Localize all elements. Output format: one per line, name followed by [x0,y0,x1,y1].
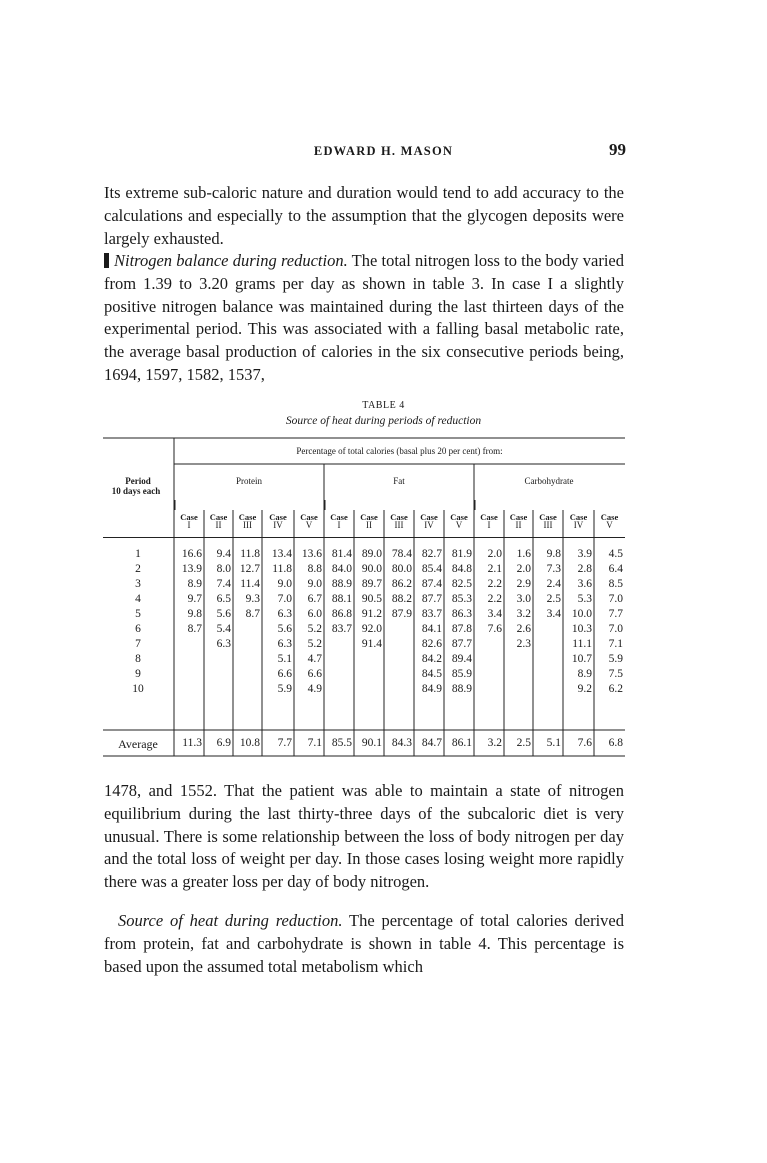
table-cell: 8.5 [608,578,623,590]
table-cell: 6.5 [216,593,231,605]
period-label: 10 [132,683,144,695]
group-header-carbohydrate: Carbohydrate [524,476,574,486]
table-cell: 10.7 [571,653,592,665]
table-cell: 6.3 [277,638,292,650]
table-cell: 2.8 [577,563,592,575]
table-cell: 9.8 [546,548,561,560]
table-cell: 81.9 [451,548,472,560]
table-cell: 3.2 [516,608,531,620]
table-cell: 13.6 [301,548,322,560]
table-cell: 87.8 [451,623,472,635]
table-cell: 85.4 [421,563,442,575]
case-header: Case [238,512,257,522]
case-header: Case [450,512,468,522]
table-cell: 5.3 [577,593,592,605]
table-cell: 82.5 [451,578,472,590]
table-cell: 9.3 [245,593,260,605]
table-cell: 4.5 [608,548,623,560]
table-cell: 83.7 [331,623,352,635]
table-cell: 2.9 [516,578,531,590]
table-cell: 5.2 [307,638,322,650]
case-numeral: IV [424,520,434,530]
table-cell: 84.1 [421,623,442,635]
paragraph-4 [104,910,624,978]
table-cell: 8.7 [245,608,260,620]
table-cell: 9.7 [187,593,202,605]
table-cell: 1.6 [516,548,531,560]
table-cell: 9.4 [216,548,231,560]
table-cell: 89.7 [361,578,382,590]
case-header: Case [360,512,378,522]
table-cell: 7.5 [608,668,623,680]
table-cell: 88.9 [451,683,472,695]
table-cell: 88.9 [331,578,352,590]
table-cell: 3.6 [577,578,592,590]
average-cell: 7.6 [577,737,592,749]
average-cell: 11.3 [182,737,202,749]
case-header: Case [330,512,348,522]
table-cell: 16.6 [181,548,202,560]
table-cell: 10.0 [571,608,592,620]
table-cell: 85.3 [451,593,472,605]
case-numeral: III [394,520,404,530]
table-cell: 10.3 [571,623,592,635]
table-cell: 88.1 [331,593,352,605]
table-cell: 89.0 [361,548,382,560]
period-label: 4 [135,593,141,605]
case-numeral: II [366,520,372,530]
paragraph-1: Its extreme sub-caloric nature and duration would tend to add accuracy to the calculations and especially to the assumption that the glycogen deposits were largely exhausted. [104,183,624,248]
section-heading-source-of-heat: Source of heat during reduction. [118,911,343,930]
page-number: 99 [609,140,626,159]
table-cell: 78.4 [391,548,412,560]
group-header-fat: Fat [393,476,405,486]
table-cell: 7.1 [608,638,623,650]
case-header: Case [390,512,408,522]
table-cell: 2.2 [487,593,502,605]
table-cell: 84.5 [421,668,442,680]
period-label: 7 [135,638,141,650]
table-cell: 7.0 [608,593,623,605]
case-numeral: V [606,520,613,530]
table-cell: 7.4 [216,578,231,590]
table-cell: 6.3 [277,608,292,620]
case-header: Case [569,512,588,522]
case-numeral: I [337,520,341,530]
case-header: Case [480,512,498,522]
table-cell: 5.2 [307,623,322,635]
case-header: Case [209,512,228,522]
table-cell: 89.4 [451,653,472,665]
table-cell: 3.0 [516,593,531,605]
table-cell: 8.7 [187,623,202,635]
average-cell: 7.1 [307,737,322,749]
case-header: Case [509,512,528,522]
table-cell: 87.4 [421,578,442,590]
table-cell: 5.9 [277,683,292,695]
table-cell: 82.6 [421,638,442,650]
table-cell: 84.9 [421,683,442,695]
table-caption: Source of heat during periods of reduction [285,415,482,427]
case-numeral: III [243,520,252,530]
table-cell: 84.0 [331,563,352,575]
case-numeral: III [543,520,553,530]
table-cell: 2.5 [546,593,561,605]
table-cell: 86.8 [331,608,352,620]
table-cell: 11.4 [240,578,260,590]
case-header: Case [420,512,438,522]
period-label: 5 [135,608,141,620]
average-cell: 6.9 [216,737,231,749]
period-label: 9 [135,668,141,680]
case-numeral: IV [573,520,584,530]
table-cell: 5.6 [216,608,231,620]
table-cell: 2.4 [546,578,561,590]
group-header-protein: Protein [236,476,262,486]
table-cell: 9.8 [187,608,202,620]
paragraph-2-body: The total nitrogen loss to the body varied from 1.39 to 3.20 grams per day as shown in table 3. In case I a slightly positive nitrogen balance was maintained during the last thirteen days of the experimental period. This was associated with a falling basal metabolic rate, the average basal production of calories in the six consecutive periods being, 1694, 1597, 1582, 1537, [104,251,625,384]
table-cell: 85.9 [451,668,472,680]
table-cell: 6.6 [277,668,292,680]
table-cell: 86.3 [451,608,472,620]
table-cell: 5.9 [608,653,623,665]
period-label: 8 [135,653,141,665]
table-cell: 90.5 [361,593,382,605]
table-cell: 13.4 [271,548,292,560]
table-cell: 6.2 [608,683,623,695]
table-cell: 2.0 [516,563,531,575]
table-cell: 7.6 [487,623,502,635]
table-cell: 7.3 [546,563,561,575]
table-cell: 81.4 [331,548,352,560]
table-cell: 8.0 [216,563,231,575]
case-numeral: II [215,520,222,530]
table-cell: 2.3 [516,638,531,650]
case-header: Case [180,512,198,522]
average-cell: 10.8 [239,737,260,749]
table-cell: 88.2 [391,593,412,605]
table-cell: 2.6 [516,623,531,635]
table-cell: 4.9 [307,683,322,695]
table-cell: 3.9 [577,548,592,560]
header-author: EDWARD H. MASON [313,144,454,158]
case-numeral: V [455,520,463,530]
case-numeral: V [305,520,313,530]
table-cell: 7.0 [608,623,623,635]
table-cell: 3.4 [487,608,502,620]
average-cell: 84.7 [421,737,442,749]
case-header: Case [300,512,318,522]
table-cell: 11.1 [572,638,592,650]
average-cell: 86.1 [451,737,472,749]
table-cell: 2.2 [487,578,502,590]
period-label: 6 [135,623,141,635]
table-cell: 9.0 [277,578,292,590]
table-cell: 83.7 [421,608,442,620]
table-cell: 87.7 [421,593,442,605]
period-header: Period [125,476,151,486]
average-label: Average [118,737,158,751]
paragraph-4-body: The percentage of total calories derived from protein, fat and carbohydrate is shown in table 4. This percentage is based upon the assumed total metabolism which [104,911,625,976]
table-cell: 8.8 [307,563,322,575]
table-cell: 5.1 [277,653,292,665]
table-cell: 8.9 [577,668,592,680]
table-cell: 80.0 [391,563,412,575]
table-cell: 92.0 [361,623,382,635]
average-cell: 90.1 [361,737,382,749]
table-cell: 4.7 [307,653,322,665]
table-cell: 6.7 [307,593,322,605]
case-numeral: I [487,520,491,530]
table-cell: 5.6 [277,623,292,635]
average-cell: 7.7 [277,737,292,749]
average-cell: 6.8 [608,737,623,749]
table-cell: 12.7 [239,563,260,575]
paragraph-3: 1478, and 1552. That the patient was able to maintain a state of nitrogen equilibrium during the last thirty-three days of the subcaloric diet is very unusual. There is some relationship between the loss of body nitrogen per day and the total loss of weight per day. In those cases losing weight more rapidly there was a greater loss per day of body nitrogen. [104,781,624,892]
table-cell: 9.0 [307,578,322,590]
case-header: Case [600,512,619,522]
table-cell: 90.0 [361,563,382,575]
table-cell: 6.3 [216,638,231,650]
table-cell: 7.0 [277,593,292,605]
case-header: Case [539,512,557,522]
table-cell: 91.4 [361,638,382,650]
table-cell: 86.2 [391,578,412,590]
table-cell: 11.8 [240,548,260,560]
table-cell: 82.7 [421,548,442,560]
case-numeral: IV [273,520,283,530]
table-cell: 2.1 [487,563,502,575]
table-cell: 6.0 [307,608,322,620]
table-cell: 6.6 [307,668,322,680]
period-label: 3 [135,578,141,590]
period-label: 1 [135,548,141,560]
average-cell: 2.5 [516,737,531,749]
average-cell: 84.3 [391,737,412,749]
table-cell: 11.8 [272,563,292,575]
table-cell: 84.2 [421,653,442,665]
section-heading-nitrogen: Nitrogen balance during reduction. [114,251,348,270]
case-numeral: II [515,520,522,530]
average-cell: 85.5 [331,737,352,749]
average-cell: 5.1 [546,737,561,749]
case-numeral: I [187,520,191,530]
table-cell: 3.4 [546,608,561,620]
period-label: 2 [135,563,141,575]
super-header: Percentage of total calories (basal plus 20 per cent) from: [296,446,503,456]
table-cell: 2.0 [487,548,502,560]
period-header-sub: 10 days each [111,486,161,496]
table-cell: 8.9 [187,578,202,590]
table-cell: 84.8 [451,563,472,575]
table-cell: 87.7 [451,638,472,650]
table-cell: 9.2 [577,683,592,695]
table-cell: 7.7 [608,608,623,620]
table-label: TABLE 4 [362,400,405,411]
table-cell: 13.9 [181,563,202,575]
table-cell: 5.4 [216,623,231,635]
table-cell: 91.2 [361,608,382,620]
case-header: Case [269,512,287,522]
table-cell: 87.9 [391,608,412,620]
average-cell: 3.2 [487,737,502,749]
table-cell: 6.4 [608,563,623,575]
